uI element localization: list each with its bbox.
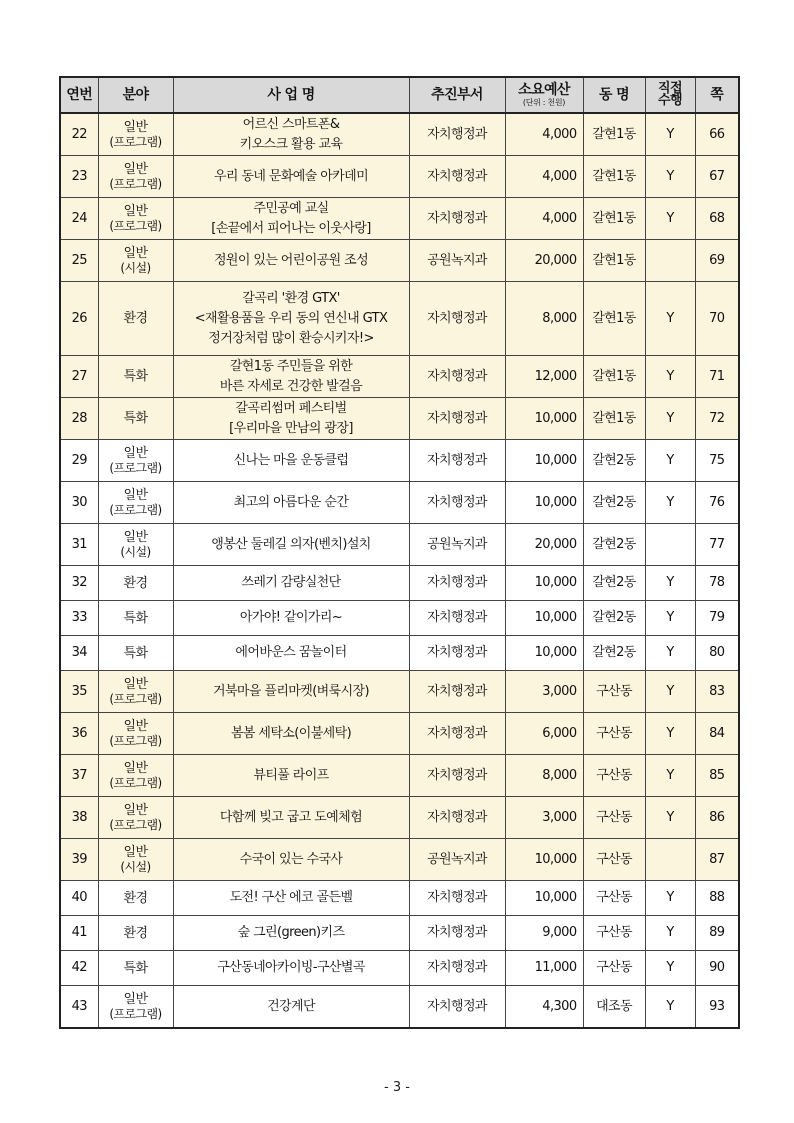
cell-direct: Y (645, 398, 695, 440)
cell-page: 78 (695, 566, 739, 601)
cell-dong: 갈현1동 (583, 240, 645, 282)
cell-dept: 자치행정과 (409, 881, 505, 916)
cell-dept: 자치행정과 (409, 356, 505, 398)
project-name-line: 에어바운스 꿈놀이터 (235, 645, 347, 660)
cell-budget: 10,000 (505, 566, 583, 601)
header-direct-line2: 수행 (658, 93, 682, 108)
field-label: 일반 (123, 120, 148, 135)
table-row (60, 951, 739, 986)
project-name-line: <재활용품을 우리 동의 연신내 GTX (194, 310, 388, 326)
cell-budget: 8,000 (505, 282, 583, 356)
cell-no: 29 (60, 440, 98, 482)
table-row (60, 524, 739, 566)
project-name-line: 정원이 있는 어린이공원 조성 (213, 252, 369, 268)
project-name-line: [우리마을 만남의 광장] (229, 420, 353, 436)
field-label: 특화 (123, 645, 148, 661)
table-row (60, 881, 739, 916)
project-name-line: 바른 자세로 건강한 발걸음 (219, 378, 363, 394)
field-label: 환경 (123, 311, 148, 326)
cell-no: 31 (60, 524, 98, 566)
cell-page: 69 (695, 240, 739, 282)
cell-field (98, 881, 173, 916)
project-name-line: 숲 그린(green)키즈 (237, 925, 345, 940)
table-row (60, 839, 739, 881)
project-name-line: 갈곡리썸머 페스티벌 (235, 400, 347, 416)
table-row (60, 986, 739, 1029)
cell-page: 88 (695, 881, 739, 916)
field-label: 일반 (123, 530, 148, 545)
cell-no: 26 (60, 282, 98, 356)
cell-no: 25 (60, 240, 98, 282)
cell-dept: 자치행정과 (409, 440, 505, 482)
cell-budget: 9,000 (505, 916, 583, 951)
project-name-line: 구산동네아카이빙-구산별곡 (217, 960, 365, 975)
table-row (60, 398, 739, 440)
cell-direct: Y (645, 797, 695, 839)
cell-dong: 갈현2동 (583, 601, 645, 636)
field-sublabel: (프로그램) (109, 734, 162, 748)
cell-project-name (173, 440, 409, 482)
cell-budget: 11,000 (505, 951, 583, 986)
cell-direct: Y (645, 986, 695, 1029)
cell-field (98, 440, 173, 482)
cell-dong: 갈현1동 (583, 156, 645, 198)
cell-no: 42 (60, 951, 98, 986)
table-row (60, 440, 739, 482)
cell-dong: 갈현2동 (583, 636, 645, 671)
table-row (60, 113, 739, 156)
table-row (60, 671, 739, 713)
cell-project-name (173, 356, 409, 398)
cell-dept: 자치행정과 (409, 198, 505, 240)
field-label: 특화 (123, 369, 148, 384)
project-name-line: 갈곡리 '환경 GTX' (242, 290, 340, 306)
cell-page: 70 (695, 282, 739, 356)
cell-no: 32 (60, 566, 98, 601)
table-row (60, 916, 739, 951)
field-sublabel: (프로그램) (109, 692, 162, 706)
cell-page: 83 (695, 671, 739, 713)
cell-dept: 자치행정과 (409, 755, 505, 797)
cell-budget: 3,000 (505, 797, 583, 839)
cell-budget: 4,000 (505, 156, 583, 198)
table-row (60, 282, 739, 356)
cell-no: 38 (60, 797, 98, 839)
cell-page: 93 (695, 986, 739, 1029)
field-label: 일반 (123, 992, 148, 1007)
cell-dept: 자치행정과 (409, 671, 505, 713)
field-label: 특화 (123, 960, 148, 976)
cell-budget: 10,000 (505, 440, 583, 482)
cell-field (98, 524, 173, 566)
cell-project-name (173, 713, 409, 755)
cell-project-name (173, 986, 409, 1029)
cell-field (98, 398, 173, 440)
cell-dong: 갈현1동 (583, 113, 645, 156)
project-name-line: 주민공예 교실 (253, 200, 329, 216)
cell-budget: 10,000 (505, 398, 583, 440)
cell-no: 23 (60, 156, 98, 198)
cell-field (98, 282, 173, 356)
cell-budget: 10,000 (505, 881, 583, 916)
project-name-line: 다함께 빚고 굽고 도예체험 (219, 809, 363, 825)
project-name-line: 어르신 스마트폰& (242, 116, 340, 132)
field-sublabel: (프로그램) (109, 219, 162, 233)
project-name-line: 아가야! 같이가리~ (239, 610, 343, 625)
cell-no: 43 (60, 986, 98, 1029)
cell-dong: 갈현2동 (583, 440, 645, 482)
cell-dept: 자치행정과 (409, 986, 505, 1029)
cell-field (98, 482, 173, 524)
cell-field (98, 566, 173, 601)
cell-budget: 10,000 (505, 601, 583, 636)
cell-no: 40 (60, 881, 98, 916)
cell-project-name (173, 755, 409, 797)
field-label: 일반 (123, 162, 148, 177)
cell-no: 28 (60, 398, 98, 440)
cell-page: 75 (695, 440, 739, 482)
field-label: 환경 (123, 575, 148, 591)
header-dept: 추진부서 (409, 77, 505, 113)
cell-field (98, 601, 173, 636)
cell-dong: 구산동 (583, 797, 645, 839)
project-name-line: 정거장처럼 많이 환승시키자!> (208, 330, 374, 346)
cell-dong: 갈현1동 (583, 356, 645, 398)
cell-project-name (173, 566, 409, 601)
field-sublabel: (프로그램) (109, 135, 162, 149)
project-name-line: 최고의 아름다운 순간 (233, 494, 349, 510)
cell-dong: 갈현1동 (583, 282, 645, 356)
cell-dept: 공원녹지과 (409, 240, 505, 282)
cell-direct: Y (645, 636, 695, 671)
cell-field (98, 356, 173, 398)
cell-project-name (173, 636, 409, 671)
project-table (59, 76, 740, 1029)
header-budget (505, 77, 583, 113)
cell-field (98, 916, 173, 951)
cell-dong: 구산동 (583, 839, 645, 881)
table-row (60, 566, 739, 601)
field-label: 특화 (123, 411, 148, 426)
project-name-line: 앵봉산 둘레길 의자(벤치)설치 (211, 536, 371, 552)
header-direct (645, 77, 695, 113)
cell-project-name (173, 113, 409, 156)
cell-project-name (173, 839, 409, 881)
cell-page: 90 (695, 951, 739, 986)
cell-project-name (173, 240, 409, 282)
cell-page: 79 (695, 601, 739, 636)
field-label: 일반 (123, 246, 148, 261)
header-field: 분야 (98, 77, 173, 113)
field-label: 일반 (123, 845, 148, 860)
header-budget-label: 소요예산 (518, 82, 570, 98)
page-number: - 3 - (384, 1080, 410, 1095)
cell-direct: Y (645, 916, 695, 951)
header-page: 쪽 (695, 77, 739, 113)
cell-dept: 자치행정과 (409, 916, 505, 951)
cell-no: 39 (60, 839, 98, 881)
cell-dept: 자치행정과 (409, 713, 505, 755)
cell-field (98, 713, 173, 755)
cell-dept: 자치행정과 (409, 601, 505, 636)
cell-direct (645, 839, 695, 881)
cell-page: 77 (695, 524, 739, 566)
cell-field (98, 797, 173, 839)
cell-direct: Y (645, 198, 695, 240)
table-row (60, 356, 739, 398)
cell-project-name (173, 797, 409, 839)
table-body (60, 113, 739, 1028)
header-direct-line1: 직접 (658, 81, 682, 96)
cell-page: 87 (695, 839, 739, 881)
table-row (60, 601, 739, 636)
cell-budget: 12,000 (505, 356, 583, 398)
project-name-line: 우리 동네 문화예술 아카데미 (213, 168, 369, 184)
cell-budget: 10,000 (505, 839, 583, 881)
cell-project-name (173, 398, 409, 440)
field-label: 일반 (123, 204, 148, 219)
cell-project-name (173, 601, 409, 636)
cell-dept: 자치행정과 (409, 797, 505, 839)
cell-page: 68 (695, 198, 739, 240)
table-row (60, 797, 739, 839)
field-sublabel: (시설) (120, 261, 151, 275)
cell-no: 36 (60, 713, 98, 755)
cell-project-name (173, 156, 409, 198)
project-name-line: 갈현1동 주민들을 위한 (229, 358, 353, 374)
cell-direct: Y (645, 282, 695, 356)
cell-page: 84 (695, 713, 739, 755)
field-label: 일반 (123, 446, 148, 461)
project-name-line: 건강계단 (267, 998, 315, 1014)
cell-project-name (173, 916, 409, 951)
cell-budget: 8,000 (505, 755, 583, 797)
field-label: 환경 (123, 890, 148, 906)
cell-direct: Y (645, 881, 695, 916)
cell-dept: 자치행정과 (409, 951, 505, 986)
cell-dong: 갈현2동 (583, 566, 645, 601)
cell-direct: Y (645, 671, 695, 713)
cell-direct (645, 524, 695, 566)
cell-direct: Y (645, 440, 695, 482)
table-row (60, 713, 739, 755)
cell-page: 89 (695, 916, 739, 951)
cell-project-name (173, 671, 409, 713)
field-label: 일반 (123, 803, 148, 818)
field-label: 환경 (123, 925, 148, 941)
cell-dept: 자치행정과 (409, 113, 505, 156)
cell-no: 37 (60, 755, 98, 797)
header-project: 사 업 명 (173, 77, 409, 113)
field-sublabel: (프로그램) (109, 776, 162, 790)
cell-page: 80 (695, 636, 739, 671)
field-sublabel: (프로그램) (109, 177, 162, 191)
cell-field (98, 198, 173, 240)
cell-project-name (173, 482, 409, 524)
project-name-line: 거북마을 플리마켓(벼룩시장) (213, 683, 369, 699)
cell-direct: Y (645, 755, 695, 797)
project-name-line: 쓰레기 감량실천단 (241, 575, 341, 590)
field-label: 일반 (123, 761, 148, 776)
field-sublabel: (프로그램) (109, 461, 162, 475)
field-label: 일반 (123, 488, 148, 503)
cell-direct: Y (645, 113, 695, 156)
cell-project-name (173, 881, 409, 916)
cell-project-name (173, 951, 409, 986)
cell-budget: 4,000 (505, 198, 583, 240)
project-name-line: 신나는 마을 운동클럽 (233, 452, 349, 468)
cell-dong: 갈현2동 (583, 482, 645, 524)
cell-dong: 구산동 (583, 916, 645, 951)
cell-page: 76 (695, 482, 739, 524)
cell-dong: 구산동 (583, 881, 645, 916)
project-name-line: 키오스크 활용 교육 (239, 136, 343, 152)
cell-field (98, 636, 173, 671)
table-header-row (60, 77, 739, 113)
cell-page: 85 (695, 755, 739, 797)
cell-dong: 갈현2동 (583, 524, 645, 566)
cell-no: 33 (60, 601, 98, 636)
cell-dept: 자치행정과 (409, 156, 505, 198)
field-sublabel: (시설) (120, 545, 151, 559)
cell-dept: 공원녹지과 (409, 839, 505, 881)
header-budget-unit: (단위 : 천원) (522, 98, 566, 107)
cell-dong: 구산동 (583, 755, 645, 797)
project-name-line: [손끝에서 피어나는 이웃사랑] (211, 220, 371, 236)
cell-field (98, 671, 173, 713)
cell-direct: Y (645, 713, 695, 755)
cell-page: 72 (695, 398, 739, 440)
cell-no: 41 (60, 916, 98, 951)
field-sublabel: (프로그램) (109, 503, 162, 517)
cell-field (98, 113, 173, 156)
cell-no: 27 (60, 356, 98, 398)
field-label: 일반 (123, 719, 148, 734)
cell-field (98, 240, 173, 282)
cell-field (98, 156, 173, 198)
cell-dept: 공원녹지과 (409, 524, 505, 566)
cell-budget: 3,000 (505, 671, 583, 713)
cell-dept: 자치행정과 (409, 482, 505, 524)
table-row (60, 156, 739, 198)
cell-project-name (173, 282, 409, 356)
cell-direct: Y (645, 482, 695, 524)
cell-no: 30 (60, 482, 98, 524)
cell-dong: 구산동 (583, 713, 645, 755)
cell-no: 22 (60, 113, 98, 156)
cell-no: 34 (60, 636, 98, 671)
cell-dong: 갈현1동 (583, 398, 645, 440)
field-sublabel: (프로그램) (109, 1007, 162, 1021)
cell-project-name (173, 524, 409, 566)
cell-direct: Y (645, 156, 695, 198)
cell-page: 86 (695, 797, 739, 839)
cell-budget: 20,000 (505, 240, 583, 282)
cell-budget: 6,000 (505, 713, 583, 755)
project-name-line: 수국이 있는 수국사 (239, 851, 343, 867)
cell-budget: 10,000 (505, 482, 583, 524)
cell-dept: 자치행정과 (409, 636, 505, 671)
project-name-line: 봄봄 세탁소(이불세탁) (230, 725, 352, 741)
cell-direct: Y (645, 951, 695, 986)
table-row (60, 198, 739, 240)
table-row (60, 755, 739, 797)
cell-dept: 자치행정과 (409, 282, 505, 356)
cell-dong: 구산동 (583, 671, 645, 713)
field-sublabel: (시설) (120, 860, 151, 874)
header-no: 연번 (60, 77, 98, 113)
cell-field (98, 986, 173, 1029)
project-name-line: 도전! 구산 에코 골든벨 (229, 890, 353, 905)
cell-direct (645, 240, 695, 282)
cell-budget: 4,000 (505, 113, 583, 156)
field-sublabel: (프로그램) (109, 818, 162, 832)
field-label: 일반 (123, 677, 148, 692)
cell-budget: 4,300 (505, 986, 583, 1029)
cell-field (98, 951, 173, 986)
cell-no: 24 (60, 198, 98, 240)
project-name-line: 뷰티풀 라이프 (253, 767, 329, 783)
cell-page: 66 (695, 113, 739, 156)
cell-page: 71 (695, 356, 739, 398)
cell-dept: 자치행정과 (409, 566, 505, 601)
cell-budget: 20,000 (505, 524, 583, 566)
cell-field (98, 755, 173, 797)
cell-budget: 10,000 (505, 636, 583, 671)
cell-dong: 구산동 (583, 951, 645, 986)
header-dong: 동 명 (583, 77, 645, 113)
cell-page: 67 (695, 156, 739, 198)
field-label: 특화 (123, 610, 148, 626)
table-row (60, 240, 739, 282)
cell-dong: 갈현1동 (583, 198, 645, 240)
cell-dong: 대조동 (583, 986, 645, 1029)
table-row (60, 636, 739, 671)
cell-no: 35 (60, 671, 98, 713)
table-row (60, 482, 739, 524)
cell-direct: Y (645, 566, 695, 601)
cell-direct: Y (645, 356, 695, 398)
cell-direct: Y (645, 601, 695, 636)
cell-project-name (173, 198, 409, 240)
cell-field (98, 839, 173, 881)
cell-dept: 자치행정과 (409, 398, 505, 440)
